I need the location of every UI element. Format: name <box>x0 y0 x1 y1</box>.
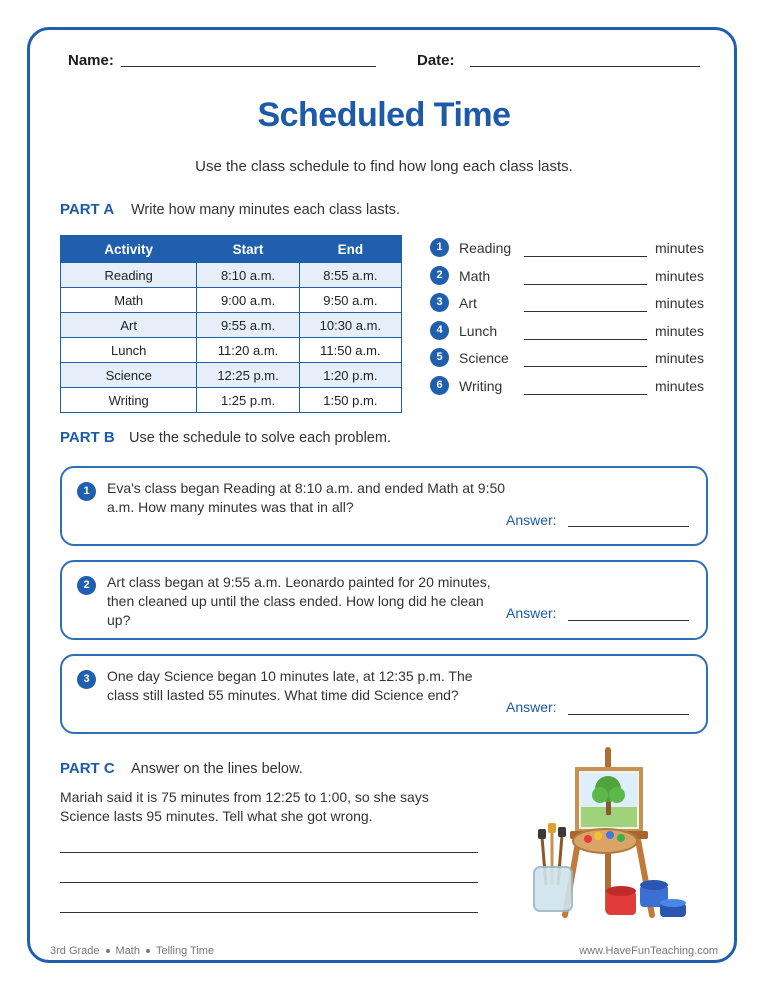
footer-topic: Telling Time <box>156 945 215 957</box>
problem-text: Art class began at 9:55 a.m. Leonardo painted for 20 minutes, then cleaned up until the class ended. How long did he clean up? <box>107 574 491 628</box>
unit-label: minutes <box>655 378 705 394</box>
table-cell: Reading <box>61 263 197 288</box>
writing-line[interactable] <box>60 882 478 883</box>
table-cell: 1:50 p.m. <box>299 388 401 413</box>
answer-line[interactable] <box>568 526 689 527</box>
table-row <box>61 288 402 313</box>
number-badge: 2 <box>77 576 96 595</box>
table-cell: 10:30 a.m. <box>299 313 401 338</box>
answer-line[interactable] <box>524 394 647 395</box>
number-badge: 3 <box>77 670 96 689</box>
problem-card <box>60 654 708 734</box>
table-row <box>61 388 402 413</box>
problem-card <box>60 466 708 546</box>
part-a-question <box>430 238 710 260</box>
table-row <box>61 363 402 388</box>
table-row <box>61 313 402 338</box>
question-activity: Art <box>459 295 477 311</box>
table-cell: 8:55 a.m. <box>299 263 401 288</box>
problem-card <box>60 560 708 640</box>
table-cell: Writing <box>61 388 197 413</box>
table-cell: Math <box>61 288 197 313</box>
part-b-instruction: Use the schedule to solve each problem. <box>129 430 391 446</box>
part-a-question <box>430 348 710 370</box>
unit-label: minutes <box>655 268 705 284</box>
table-header: Start <box>197 236 299 263</box>
answer-line[interactable] <box>524 311 647 312</box>
footer-tags <box>50 945 214 957</box>
table-cell: 1:20 p.m. <box>299 363 401 388</box>
table-row <box>61 338 402 363</box>
writing-line[interactable] <box>60 852 478 853</box>
table-cell: 11:20 a.m. <box>197 338 299 363</box>
table-cell: 9:00 a.m. <box>197 288 299 313</box>
unit-label: minutes <box>655 240 705 256</box>
part-a-question <box>430 376 710 398</box>
table-cell: 1:25 p.m. <box>197 388 299 413</box>
question-activity: Lunch <box>459 323 498 339</box>
answer-label: Answer: <box>506 512 557 528</box>
part-c-label: PART C <box>60 760 115 777</box>
table-row <box>61 263 402 288</box>
part-b-label: PART B <box>60 429 115 446</box>
date-line[interactable] <box>470 66 700 67</box>
question-activity: Math <box>459 268 491 284</box>
page-subtitle: Use the class schedule to find how long each class lasts. <box>195 158 573 175</box>
answer-line[interactable] <box>524 339 647 340</box>
table-cell: 9:50 a.m. <box>299 288 401 313</box>
name-label: Name: <box>68 52 114 69</box>
name-line[interactable] <box>121 66 376 67</box>
easel-paint-icon <box>520 745 700 925</box>
footer-site[interactable]: www.HaveFunTeaching.com <box>579 945 718 957</box>
answer-line[interactable] <box>524 284 647 285</box>
table-cell: 9:55 a.m. <box>197 313 299 338</box>
question-activity: Reading <box>459 240 512 256</box>
footer-subject: Math <box>115 945 140 957</box>
answer-label: Answer: <box>506 699 557 715</box>
page-title: Scheduled Time <box>257 96 511 134</box>
answer-line[interactable] <box>524 256 647 257</box>
number-badge: 2 <box>430 266 449 285</box>
table-header: Activity <box>61 236 197 263</box>
number-badge: 4 <box>430 321 449 340</box>
unit-label: minutes <box>655 350 705 366</box>
unit-label: minutes <box>655 295 705 311</box>
part-a-question <box>430 293 710 315</box>
number-badge: 1 <box>430 238 449 257</box>
table-cell: 12:25 p.m. <box>197 363 299 388</box>
table-cell: Art <box>61 313 197 338</box>
part-a-question <box>430 266 710 288</box>
answer-label: Answer: <box>506 605 557 621</box>
answer-line[interactable] <box>568 620 689 621</box>
writing-line[interactable] <box>60 912 478 913</box>
table-cell: Lunch <box>61 338 197 363</box>
part-c-prompt: Mariah said it is 75 minutes from 12:25 to 1:00, so she says Science lasts 95 minutes. Tell what she got wrong. <box>60 789 429 824</box>
unit-label: minutes <box>655 323 705 339</box>
part-c-instruction: Answer on the lines below. <box>131 761 303 777</box>
number-badge: 3 <box>430 293 449 312</box>
question-activity: Science <box>459 350 509 366</box>
part-a-instruction: Write how many minutes each class lasts. <box>131 202 400 218</box>
schedule-table <box>60 235 402 413</box>
date-label: Date: <box>417 52 455 69</box>
answer-line[interactable] <box>524 366 647 367</box>
table-cell: Science <box>61 363 197 388</box>
number-badge: 6 <box>430 376 449 395</box>
question-activity: Writing <box>459 378 503 394</box>
part-a-label: PART A <box>60 201 115 218</box>
table-cell: 11:50 a.m. <box>299 338 401 363</box>
footer-grade: 3rd Grade <box>50 945 100 957</box>
table-header: End <box>299 236 401 263</box>
answer-line[interactable] <box>568 714 689 715</box>
part-a-question <box>430 321 710 343</box>
number-badge: 5 <box>430 348 449 367</box>
bullet-icon <box>146 949 150 953</box>
number-badge: 1 <box>77 482 96 501</box>
problem-text: Eva's class began Reading at 8:10 a.m. and ended Math at 9:50 a.m. How many minutes was that in all? <box>107 480 506 515</box>
table-cell: 8:10 a.m. <box>197 263 299 288</box>
problem-text: One day Science began 10 minutes late, at 12:35 p.m. The class still lasted 55 minutes. What time did Science end? <box>107 668 473 703</box>
bullet-icon <box>106 949 110 953</box>
